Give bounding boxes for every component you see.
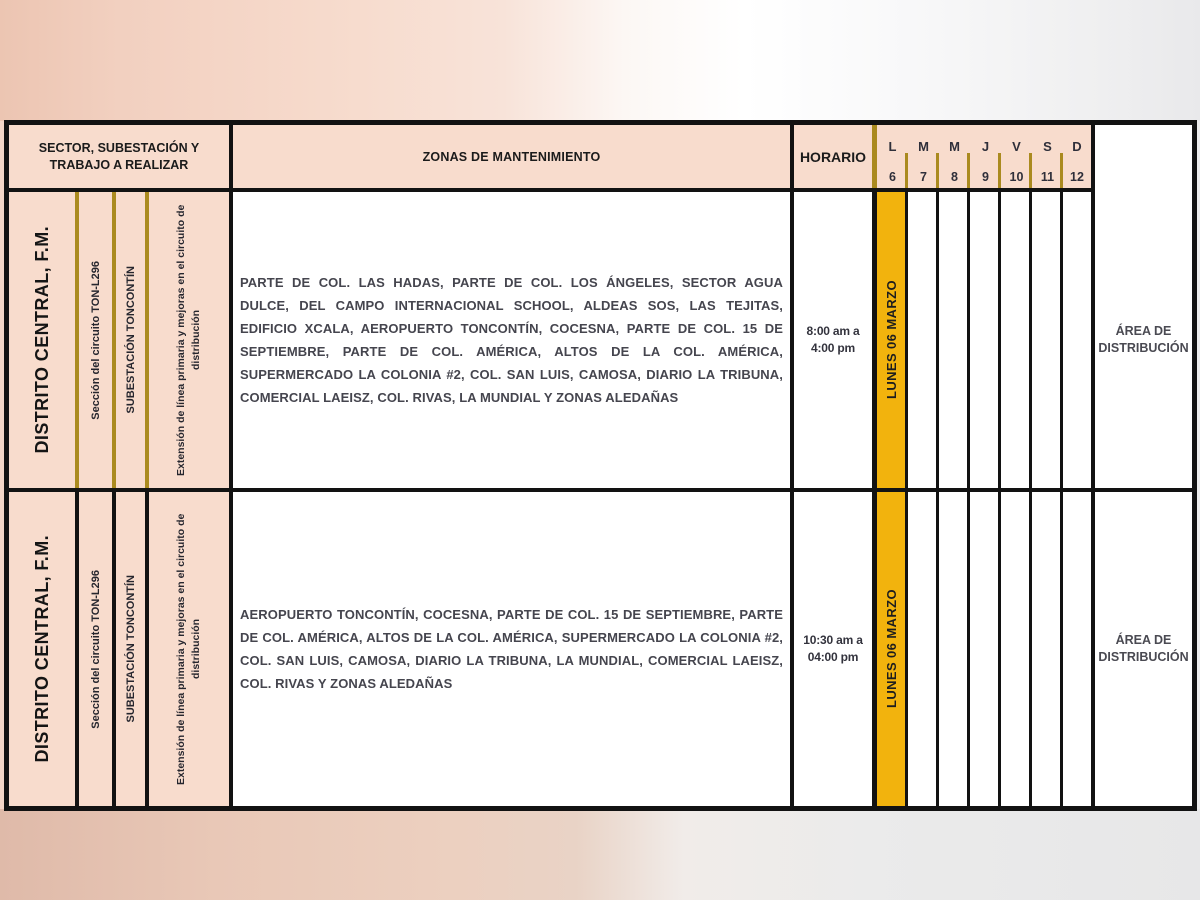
day-cell-empty bbox=[1063, 492, 1091, 806]
area-distribucion-label: ÁREA DE DISTRIBUCIÓN bbox=[1098, 324, 1189, 355]
day-cell-empty bbox=[1001, 492, 1032, 806]
horario-cell bbox=[794, 492, 872, 806]
sector-column-group bbox=[9, 192, 229, 488]
day-header-domingo bbox=[1063, 125, 1091, 188]
day-number: 8 bbox=[951, 170, 958, 184]
background-photo-bottom bbox=[0, 809, 1200, 900]
day-cell-empty bbox=[1032, 492, 1063, 806]
distrito-label: DISTRITO CENTRAL, F.M. bbox=[31, 535, 52, 763]
distrito-cell bbox=[9, 192, 75, 488]
day-number: 7 bbox=[920, 170, 927, 184]
column-border bbox=[790, 125, 794, 806]
horario-text: 8:00 am a 4:00 pm bbox=[806, 324, 860, 355]
week-day-strip bbox=[877, 192, 1091, 488]
sector-column-group bbox=[9, 492, 229, 806]
day-number: 11 bbox=[1040, 170, 1055, 184]
table-row bbox=[9, 192, 1192, 488]
trabajo-cell bbox=[149, 492, 229, 806]
header-bottom-border bbox=[9, 188, 1095, 192]
seccion-circuito-label: Sección del circuito TON-L296 bbox=[89, 260, 102, 420]
day-letter: V bbox=[1012, 139, 1021, 154]
seccion-circuito-cell bbox=[79, 192, 112, 488]
header-sector-subestacion: SECTOR, SUBESTACIÓN Y TRABAJO A REALIZAR bbox=[9, 125, 229, 188]
header-zonas-mantenimiento: ZONAS DE MANTENIMIENTO bbox=[233, 125, 790, 188]
distrito-cell bbox=[9, 492, 75, 806]
header-area-blank bbox=[1095, 125, 1192, 188]
zonas-mantenimiento-cell bbox=[233, 192, 790, 488]
scheduled-day-label: LUNES 06 MARZO bbox=[883, 280, 899, 400]
day-header-viernes bbox=[1001, 125, 1032, 188]
distrito-label: DISTRITO CENTRAL, F.M. bbox=[31, 226, 52, 454]
horario-cell bbox=[794, 192, 872, 488]
day-cell-empty bbox=[939, 492, 970, 806]
scheduled-day-cell-lunes bbox=[877, 492, 908, 806]
trabajo-label: Extensión de línea primaria y mejoras en el circuito de distribución bbox=[175, 204, 202, 476]
day-header-sabado bbox=[1032, 125, 1063, 188]
column-border bbox=[229, 125, 233, 806]
day-header-miercoles bbox=[939, 125, 970, 188]
column-border bbox=[1091, 125, 1095, 806]
day-header-lunes bbox=[877, 125, 908, 188]
day-letter: D bbox=[1072, 139, 1082, 154]
day-header-martes bbox=[908, 125, 939, 188]
day-letter: S bbox=[1043, 139, 1052, 154]
day-number: 9 bbox=[982, 170, 989, 184]
header-week-days bbox=[877, 125, 1091, 188]
seccion-circuito-cell bbox=[79, 492, 112, 806]
column-border bbox=[872, 192, 877, 806]
area-distribucion-cell bbox=[1095, 192, 1192, 488]
subestacion-label: SUBESTACIÓN TONCONTÍN bbox=[124, 575, 137, 723]
header-horario: HORARIO bbox=[794, 125, 872, 188]
seccion-circuito-label: Sección del circuito TON-L296 bbox=[89, 569, 102, 729]
day-cell-empty bbox=[970, 492, 1001, 806]
row-divider-border bbox=[9, 488, 1192, 492]
day-letter: L bbox=[888, 139, 897, 154]
scheduled-day-label: LUNES 06 MARZO bbox=[883, 589, 899, 709]
subestacion-cell bbox=[116, 192, 145, 488]
day-number: 12 bbox=[1070, 170, 1084, 184]
scheduled-day-cell-lunes bbox=[877, 192, 908, 488]
day-cell-empty bbox=[908, 492, 939, 806]
day-cell-empty bbox=[970, 192, 1001, 488]
subestacion-cell bbox=[116, 492, 145, 806]
maintenance-schedule-table bbox=[4, 120, 1197, 811]
trabajo-label: Extensión de línea primaria y mejoras en el circuito de distribución bbox=[175, 513, 202, 785]
day-cell-empty bbox=[1032, 192, 1063, 488]
background-photo-top bbox=[0, 0, 1200, 121]
day-cell-empty bbox=[1001, 192, 1032, 488]
trabajo-cell bbox=[149, 192, 229, 488]
day-cell-empty bbox=[1063, 192, 1091, 488]
gold-header-divider bbox=[872, 125, 877, 188]
horario-text: 10:30 am a 04:00 pm bbox=[803, 633, 863, 664]
zonas-text: AEROPUERTO TONCONTÍN, COCESNA, PARTE DE COL. 15 DE SEPTIEMBRE, PARTE DE COL. AMÉRICA, ALTOS DE LA COL. AMÉRICA, SUPERMERCADO LA COLONIA #2, COL. SAN LUIS, CAMOSA, DIARIO LA TRIBUNA, LA MUNDIAL, COMERCIAL LAEISZ, COL. RIVAS Y ZONAS ALEDAÑAS bbox=[240, 607, 783, 691]
day-number: 6 bbox=[889, 170, 896, 184]
day-number: 10 bbox=[1009, 170, 1024, 184]
day-cell-empty bbox=[908, 192, 939, 488]
area-distribucion-cell bbox=[1095, 492, 1192, 806]
zonas-text: PARTE DE COL. LAS HADAS, PARTE DE COL. LOS ÁNGELES, SECTOR AGUA DULCE, DEL CAMPO INTERNACIONAL SCHOOL, ALDEAS SOS, LAS TEJITAS, EDIFICIO XCALA, AEROPUERTO TONCONTÍN, COCESNA, PARTE DE COL. 15 DE SEPTIEMBRE, PARTE DE COL. AMÉRICA, ALTOS DE LA COL. AMÉRICA, SUPERMERCADO LA COLONIA #2, COL. SAN LUIS, CAMOSA, DIARIO LA TRIBUNA, COMERCIAL LAEISZ, COL. RIVAS, LA MUNDIAL Y ZONAS ALEDAÑAS bbox=[240, 275, 783, 405]
day-cell-empty bbox=[939, 192, 970, 488]
zonas-mantenimiento-cell bbox=[233, 492, 790, 806]
day-letter: M bbox=[918, 139, 929, 154]
week-day-strip bbox=[877, 492, 1091, 806]
area-distribucion-label: ÁREA DE DISTRIBUCIÓN bbox=[1098, 633, 1189, 664]
day-header-jueves bbox=[970, 125, 1001, 188]
table-row bbox=[9, 492, 1192, 806]
subestacion-label: SUBESTACIÓN TONCONTÍN bbox=[124, 266, 137, 414]
day-letter: J bbox=[981, 139, 990, 154]
day-letter: M bbox=[949, 139, 960, 154]
